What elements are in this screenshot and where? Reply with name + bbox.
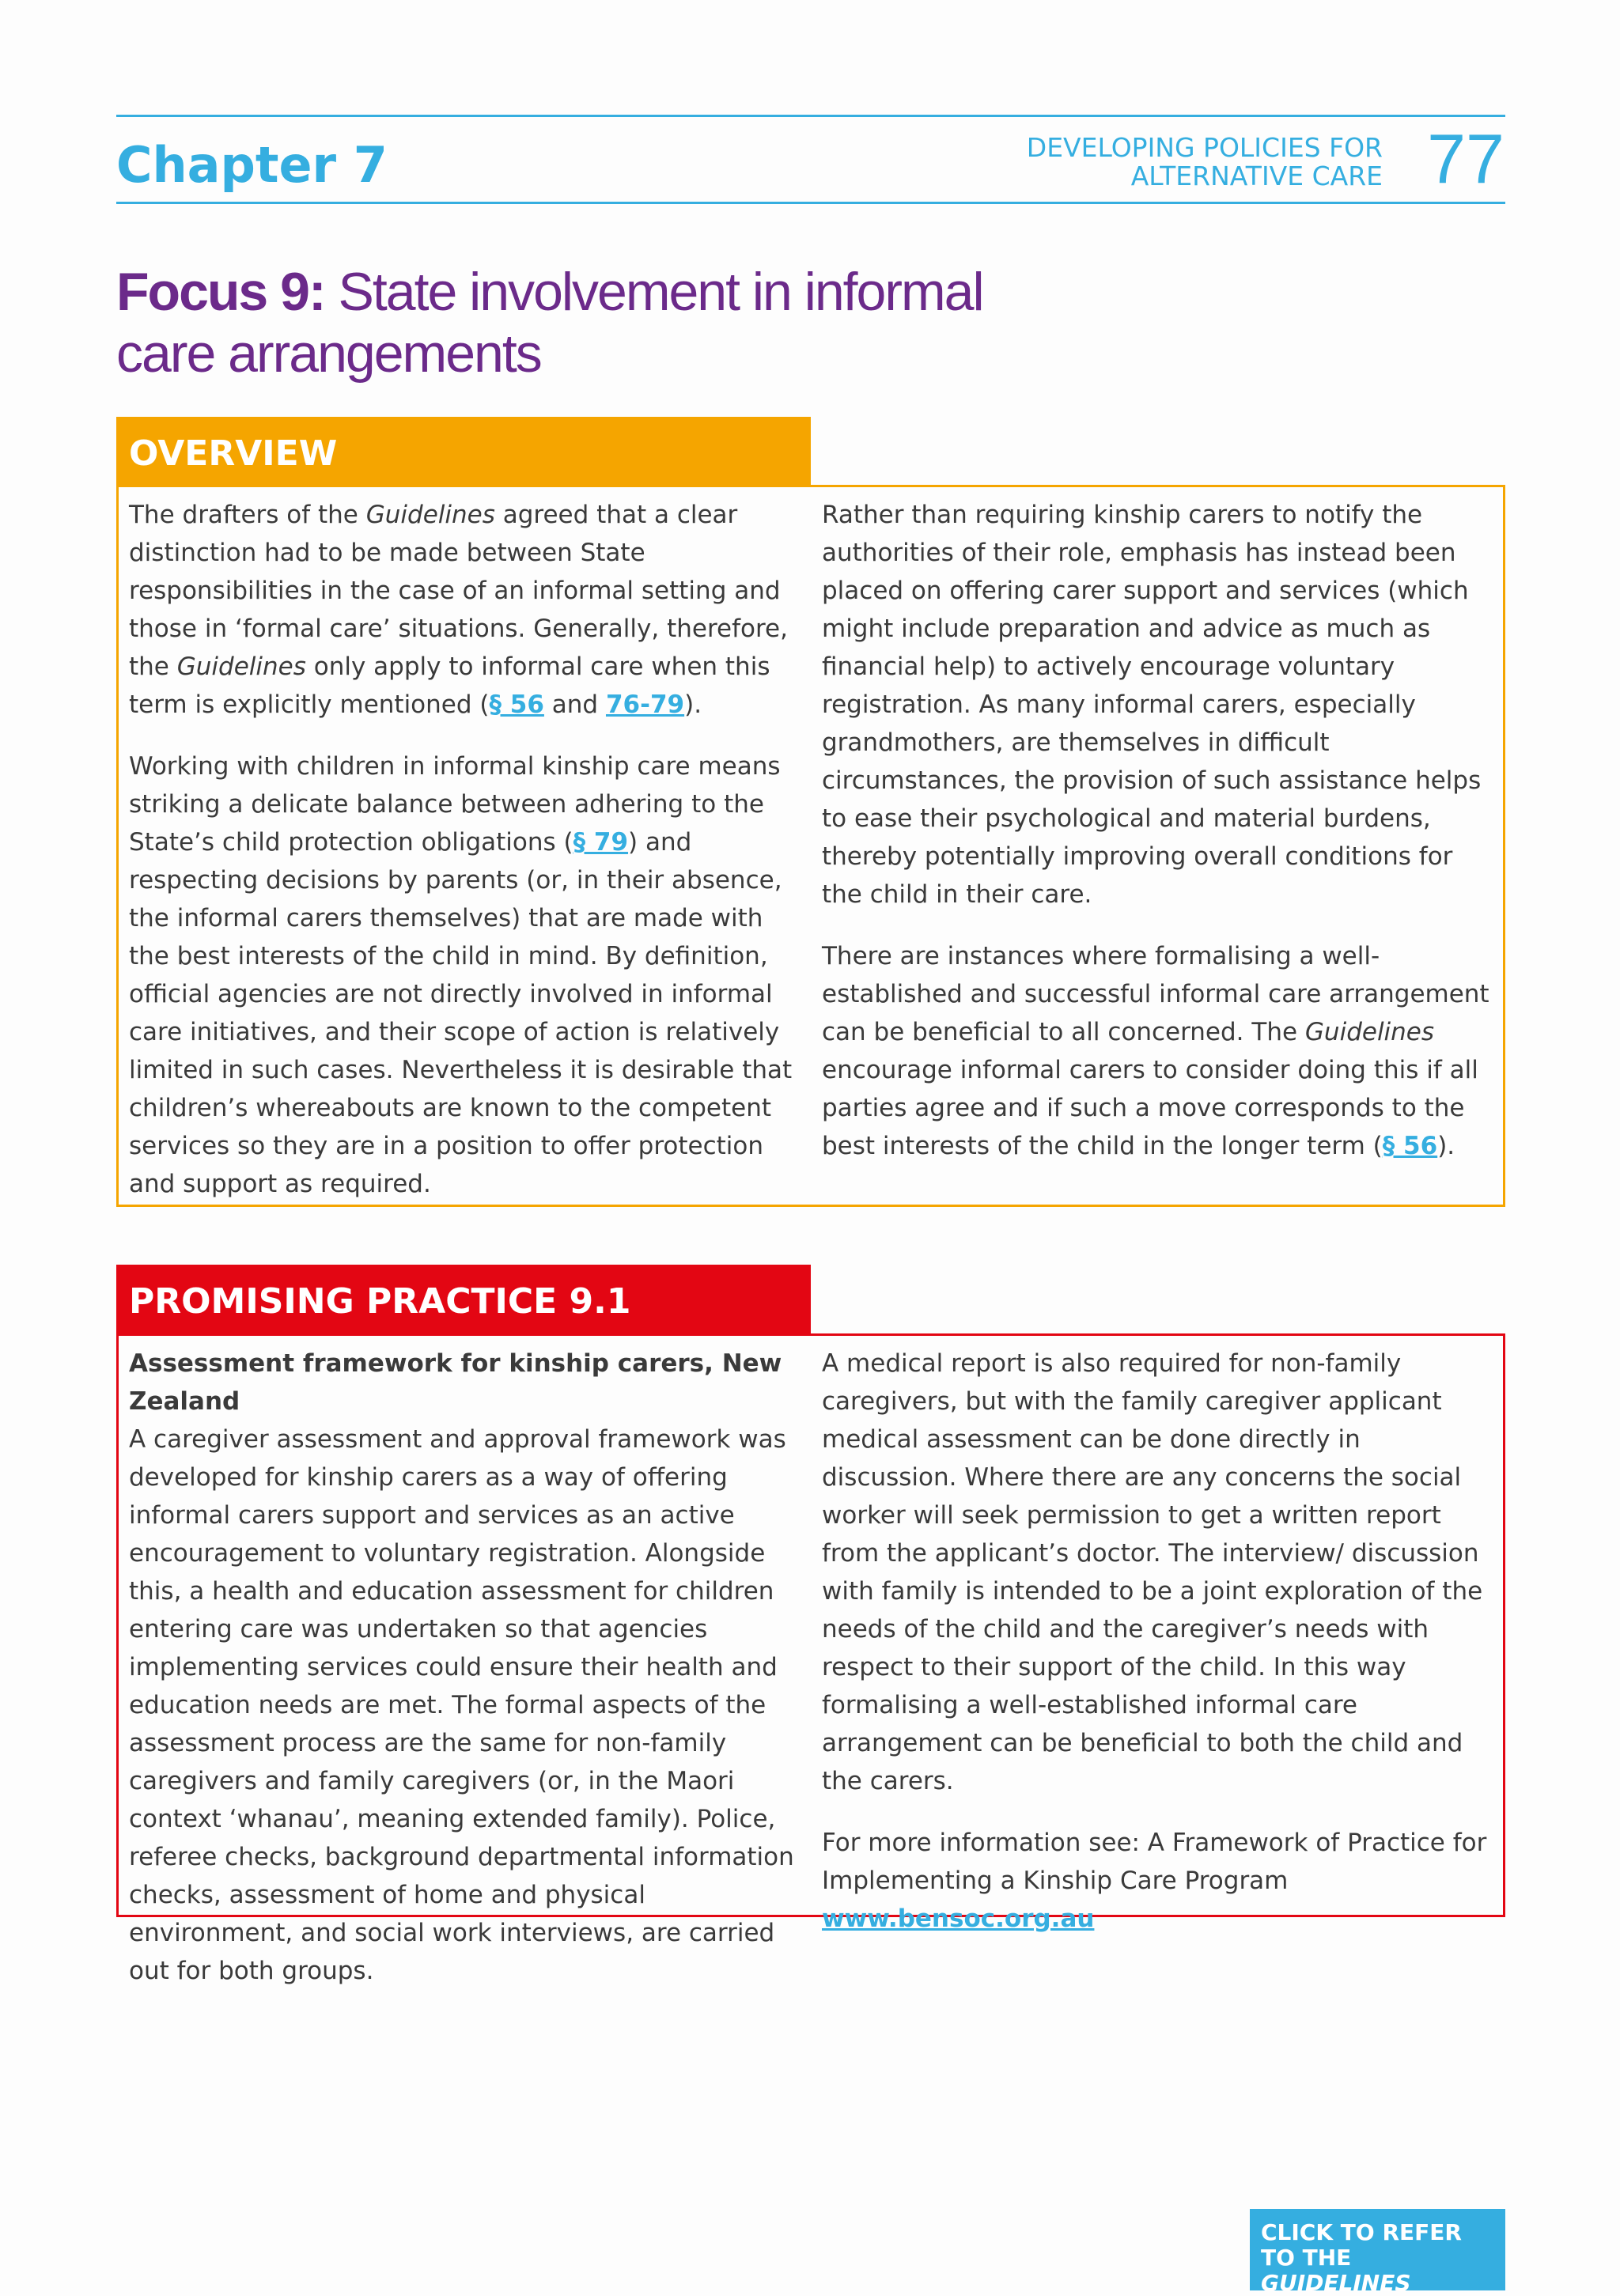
title-prefix: Focus 9: <box>116 262 325 322</box>
practice-subtitle: Assessment framework for kinship carers, New Zealand <box>129 1349 782 1416</box>
overview-right-column <box>822 496 1494 1189</box>
title-line2: care arrangements <box>116 323 541 384</box>
link-bensoc[interactable]: www.bensoc.org.au <box>822 1905 1095 1933</box>
header-bottom-rule <box>116 202 1505 204</box>
header-top-rule <box>116 115 1505 117</box>
overview-heading: OVERVIEW <box>116 417 811 486</box>
practice-paragraph-2: A medical report is also required for non-family caregivers, but with the family caregiver applicant medical assessment can be done directly in discussion. Where there are any concerns the social worker will seek permission to get a written report from the applicant’s doctor. The interview/ discussion with family is intended to be a joint exploration of the needs of the child and the caregiver’s needs with respect to their support of the child. In this way formalising a well-established informal care arrangement can be beneficial to both the child and the carers. <box>822 1349 1483 1795</box>
section-title <box>1027 134 1383 191</box>
link-section-56-b[interactable]: § 56 <box>1382 1132 1438 1160</box>
practice-right-column <box>822 1345 1498 1961</box>
overview-paragraph-3: Rather than requiring kinship carers to notify the authorities of their role, emphasis has instead been placed on offering carer support and services (which might include preparation and advice as much as financial help) to actively encourage voluntary registration. As many informal carers, especially grandmothers, are themselves in difficult circumstances, the provision of such assistance helps to ease their psychological and material burdens, thereby potentially improving overall conditions for the child in their care. <box>822 501 1482 909</box>
practice-paragraph-3: For more information see: A Framework of Practice for Implementing a Kinship Care Program www.bensoc.org.au <box>822 1829 1487 1933</box>
overview-paragraph-2: Working with children in informal kinship care means striking a delicate balance between adhering to the State’s child protection obligations (§ 79) and respecting decisions by parents (or, in their absence, the informal carers themselves) that are made with the best interests of the child in mind. By definition, official agencies are not directly involved in informal care initiatives, and their scope of action is relatively limited in such cases. Nevertheless it is desirable that children’s whereabouts are known to the competent services so they are in a position to offer protection and support as required. <box>129 752 793 1198</box>
practice-paragraph-1: Assessment framework for kinship carers, New Zealand A caregiver assessment and approval framework was developed for kinship carers as a way of offering informal carers support and services as an active encouragement to voluntary registration. Alongside this, a health and education assessment for children entering care was undertaken so that agencies implementing services could ensure their health and education needs are met. The formal aspects of the assessment process are the same for non-family caregivers and family caregivers (or, in the Maori context ‘whanau’, meaning extended family). Police, referee checks, background departmental information checks, assessment of home and physical environment, and social work interviews, are carried out for both groups. <box>129 1349 794 1985</box>
title-line1: State involvement in informal <box>324 262 983 322</box>
chapter-label: Chapter 7 <box>116 136 388 194</box>
section-title-line2: ALTERNATIVE CARE <box>1130 161 1383 191</box>
overview-paragraph-1: The drafters of the Guidelines agreed that a clear distinction had to be made between State responsibilities in the case of an informal setting and those in ‘formal care’ situations. Generally, therefore, the Guidelines only apply to informal care when this term is explicitly mentioned (§ 56 and 76-79). <box>129 501 788 719</box>
overview-left-column <box>129 496 809 1227</box>
link-section-76-79[interactable]: 76-79 <box>605 690 685 719</box>
practice-left-column <box>129 1345 809 2014</box>
refer-guidelines-button[interactable] <box>1250 2209 1505 2296</box>
section-title-line1: DEVELOPING POLICIES FOR <box>1026 132 1383 163</box>
link-section-79[interactable]: § 79 <box>573 828 629 857</box>
cta-line2: TO THE GUIDELINES <box>1261 2245 1411 2296</box>
promising-practice-heading: PROMISING PRACTICE 9.1 <box>116 1265 811 1335</box>
link-section-56[interactable]: § 56 <box>489 690 544 719</box>
page-number: 77 <box>1427 119 1505 198</box>
cta-line1: CLICK TO REFER <box>1261 2219 1462 2245</box>
overview-paragraph-4: There are instances where formalising a well-established and successful informal care arrangement can be beneficial to all concerned. The Guidelines encourage informal carers to consider doing this if all parties agree and if such a move corresponds to the best interests of the child in the longer term (§ 56). <box>822 942 1489 1160</box>
page-title <box>116 261 1065 384</box>
